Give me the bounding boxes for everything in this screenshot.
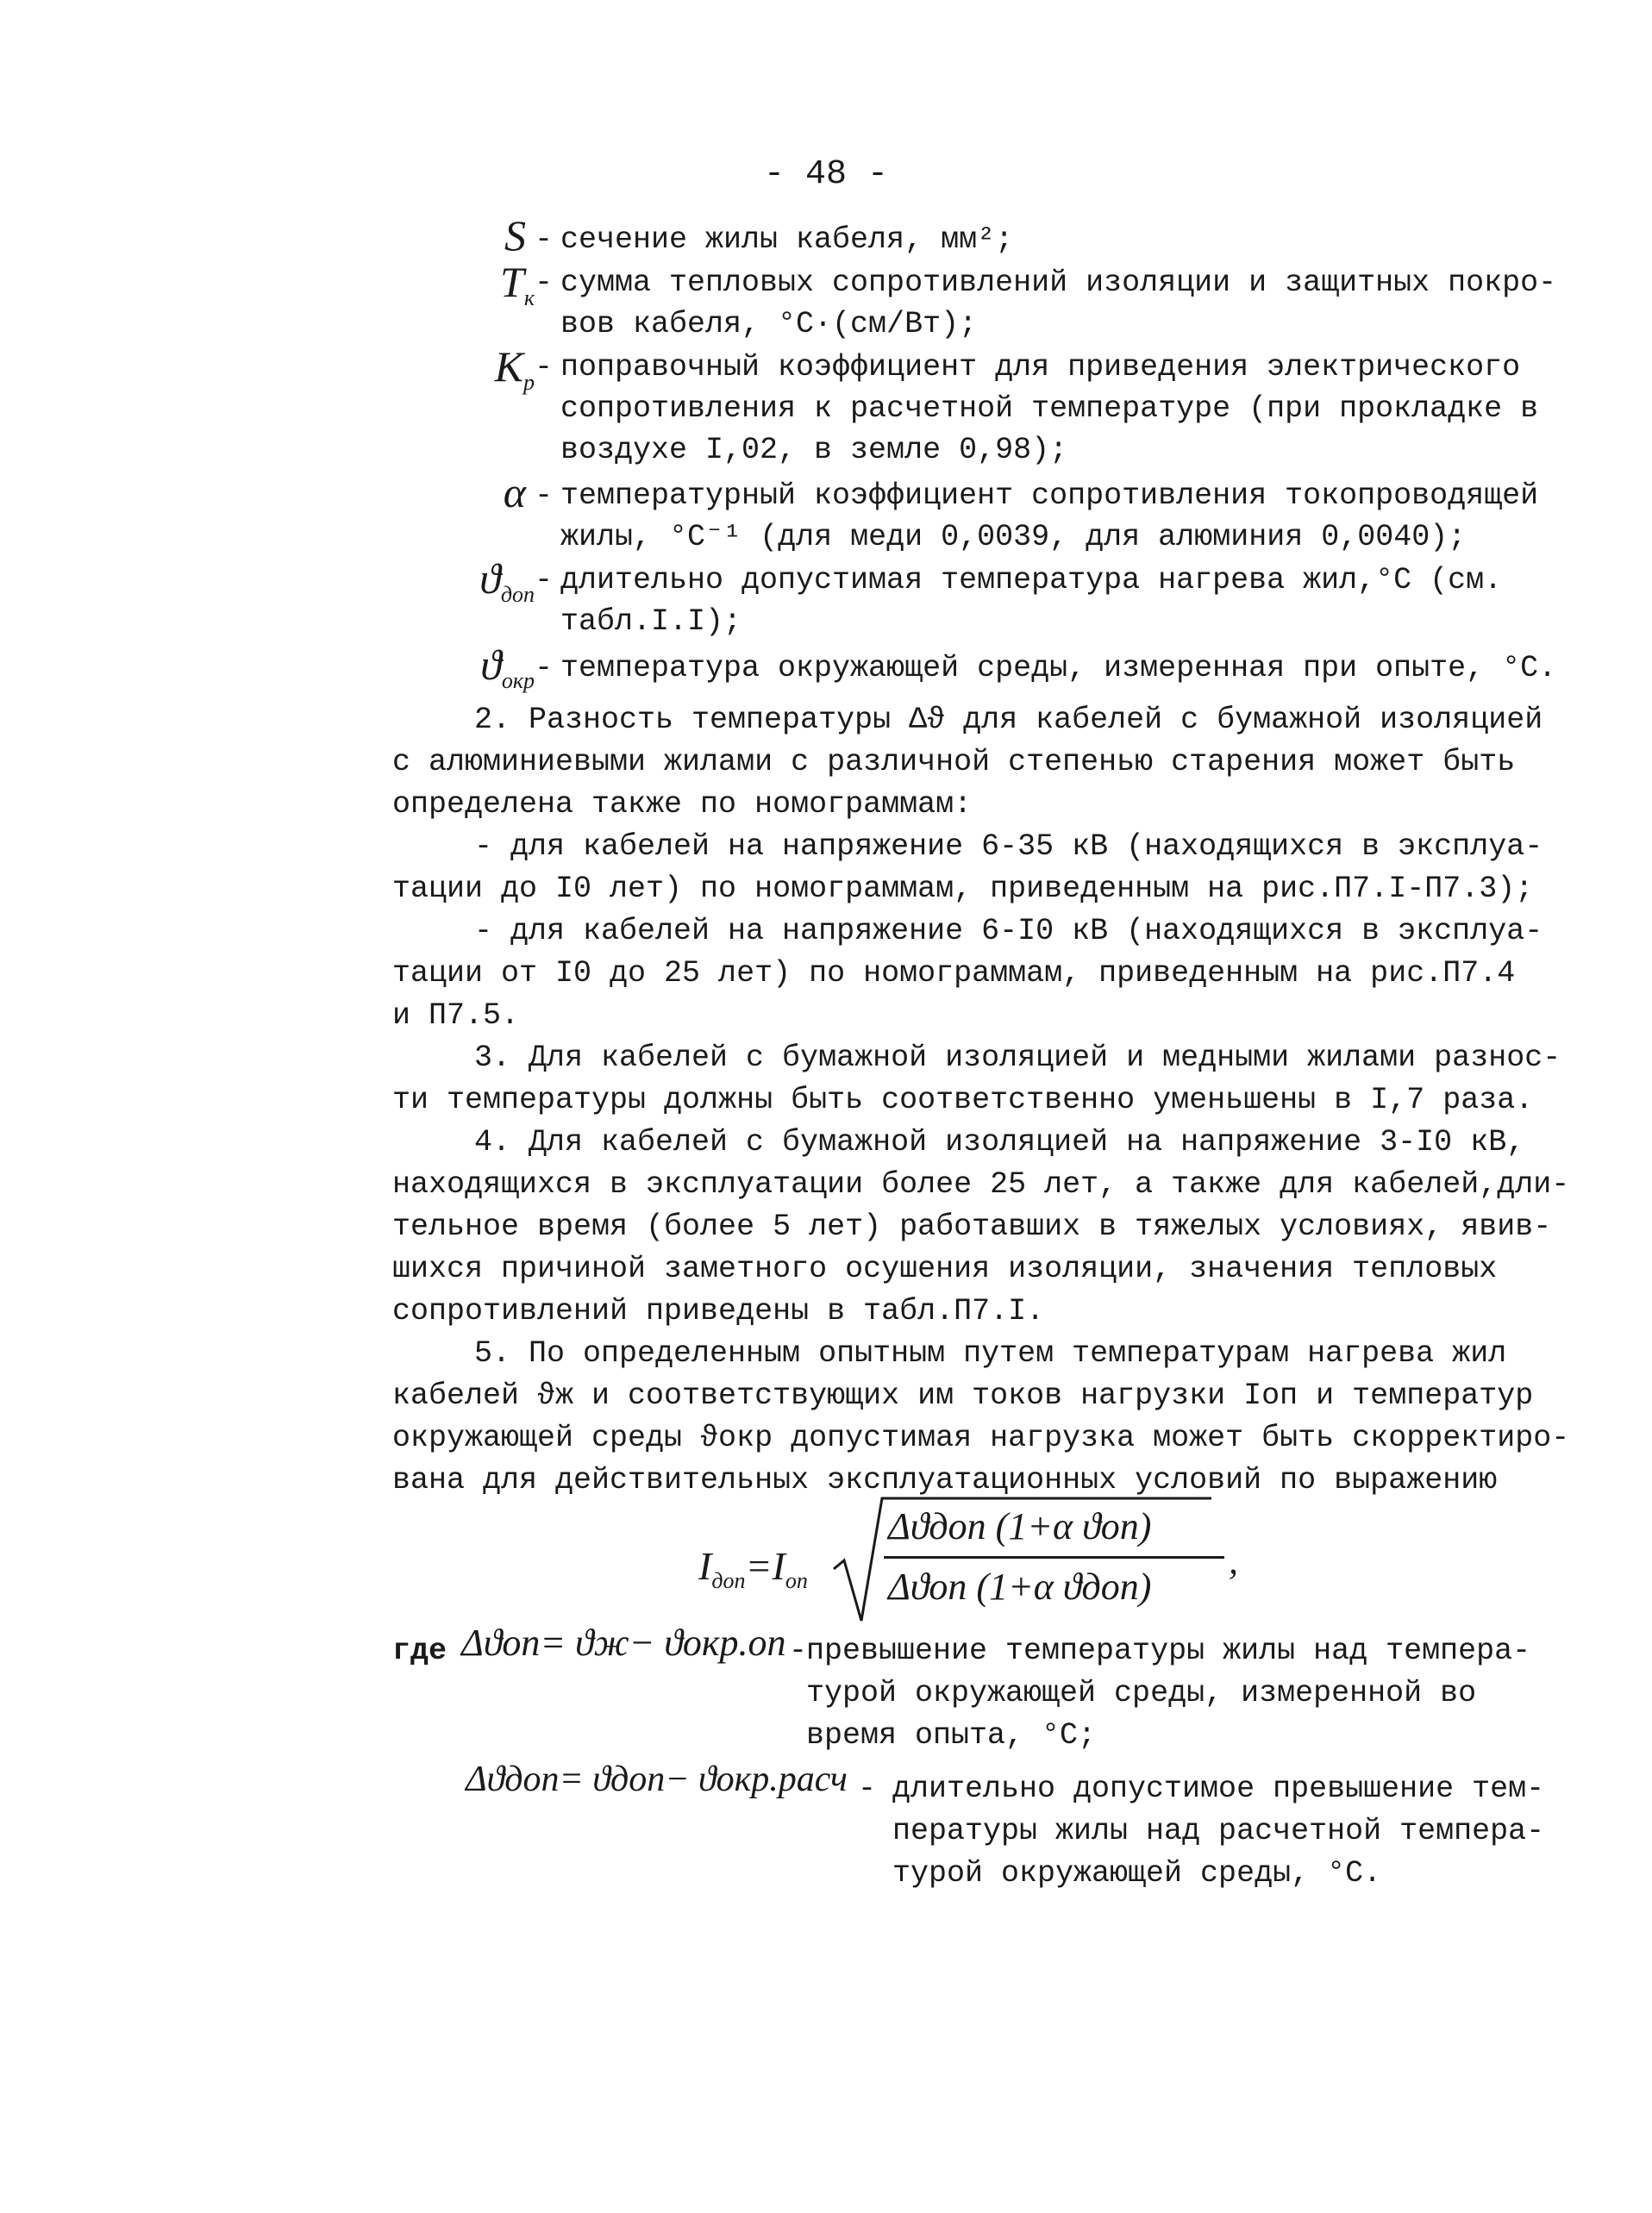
paragraph-line: 2. Разность температуры Δϑ для кабелей с бумажной изоляцией (474, 703, 1543, 737)
where-text-line: турой окружающей среды, °С. (892, 1856, 1382, 1891)
paragraph-line: кабелей ϑж и соответствующих им токов нагрузки Iоп и температур (392, 1378, 1534, 1413)
where-text-line: турой окружающей среды, измеренной во (806, 1676, 1477, 1710)
symbol-Tk: $T_к$ (500, 258, 535, 310)
paragraph-line: с алюминиевыми жилами с различной степенью старения может быть (392, 745, 1516, 779)
symbol-Kp: $K_р$ (494, 342, 535, 395)
paragraph-line: ти температуры должны быть соответственно уменьшены в I,7 раза. (392, 1083, 1534, 1117)
where-expr: Δϑдоп= ϑдоп− ϑокр.расч (466, 1760, 848, 1799)
definition-dash: - (535, 563, 554, 597)
where-dash: - (858, 1772, 877, 1806)
fraction-bar (884, 1556, 1224, 1559)
paragraph-line: определена также по номограммам: (392, 787, 973, 822)
where-label: где (392, 1634, 447, 1668)
paragraph-line: 4. Для кабелей с бумажной изоляцией на напряжение 3-I0 кВ, (474, 1125, 1525, 1160)
where-dash: - (789, 1634, 808, 1668)
definition-dash: - (535, 478, 554, 513)
symbol-theta-okr: $ϑ_{окр}$ (480, 641, 535, 693)
paragraph-line: 5. По определенным опытным путем температурам нагрева жил (474, 1336, 1507, 1371)
page-number: - 48 - (763, 155, 889, 194)
symbol-theta-dop: $ϑ_{доп}$ (479, 554, 535, 607)
paragraph-line: - для кабелей на напряжение 6-I0 кВ (находящихся в эксплуа- (474, 914, 1543, 948)
definition-text-line: сечение жилы кабеля, мм²; (560, 222, 1014, 257)
definition-dash: - (535, 222, 554, 257)
paragraph-line: тельное время (более 5 лет) работавших в тяжелых условиях, явив- (392, 1210, 1552, 1244)
definition-text-line: воздухе I,02, в земле 0,98); (560, 433, 1068, 467)
formula-denominator: Δϑоп (1+α ϑдоп) (888, 1566, 1152, 1608)
definition-text-line: табл.I.I); (560, 604, 742, 639)
where-text-line: длительно допустимое превышение тем- (892, 1772, 1545, 1806)
definition-text-line: поправочный коэффициент для приведения электрического (560, 350, 1521, 384)
symbol-S: S (504, 211, 526, 259)
definition-text-line: длительно допустимая температура нагрева жил,°С (см. (560, 563, 1503, 597)
paragraph-line: шихся причиной заметного осушения изоляции, значения тепловых (392, 1252, 1498, 1286)
definition-text-line: сопротивления к расчетной температуре (при прокладке в (560, 391, 1539, 426)
paragraph-line: и П7.5. (392, 998, 520, 1033)
definition-dash: - (535, 350, 554, 384)
definition-dash: - (535, 651, 554, 685)
where-text-line: пературы жилы над расчетной темпера- (892, 1814, 1545, 1848)
where-text-line: время опыта, °С; (806, 1718, 1097, 1753)
paragraph-line: тации от I0 до 25 лет) по номограммам, приведенным на рис.П7.4 (392, 956, 1516, 991)
definition-text-line: температурный коэффициент сопротивления токопроводящей (560, 478, 1539, 513)
formula-lhs: $I_{доп}=I_{оп}$ (698, 1544, 808, 1593)
where-text-line: превышение температуры жилы над темпера- (806, 1634, 1531, 1668)
paragraph-line: находящихся в эксплуатации более 25 лет, а также для кабелей,дли- (392, 1167, 1570, 1202)
formula-numerator: Δϑдоп (1+α ϑоп) (888, 1505, 1152, 1547)
paragraph-line: тации до I0 лет) по номограммам, приведенным на рис.П7.I-П7.3); (392, 872, 1534, 906)
formula-trailing-comma: , (1229, 1540, 1238, 1582)
paragraph-line: 3. Для кабелей с бумажной изоляцией и медными жилами разнос- (474, 1041, 1561, 1075)
definition-text-line: температура окружающей среды, измеренная при опыте, °С. (560, 651, 1557, 685)
paragraph-line: окружающей среды ϑокр допустимая нагрузка может быть скорректиро- (392, 1421, 1570, 1455)
definition-text-line: вов кабеля, °С·(см/Вт); (560, 307, 978, 341)
paragraph-line: вана для действительных эксплуатационных условий по выражению (392, 1463, 1498, 1497)
definition-dash: - (535, 266, 554, 300)
definition-text-line: жилы, °С⁻¹ (для меди 0,0039, для алюминия 0,0040); (560, 520, 1467, 554)
paragraph-line: сопротивлений приведены в табл.П7.I. (392, 1294, 1045, 1328)
paragraph-line: - для кабелей на напряжение 6-35 кВ (находящихся в эксплуа- (474, 829, 1543, 864)
where-expr: Δϑоп= ϑж− ϑокр.оп (461, 1622, 786, 1664)
definition-text-line: сумма тепловых сопротивлений изоляции и защитных покро- (560, 266, 1557, 300)
symbol-alpha: α (503, 468, 526, 516)
